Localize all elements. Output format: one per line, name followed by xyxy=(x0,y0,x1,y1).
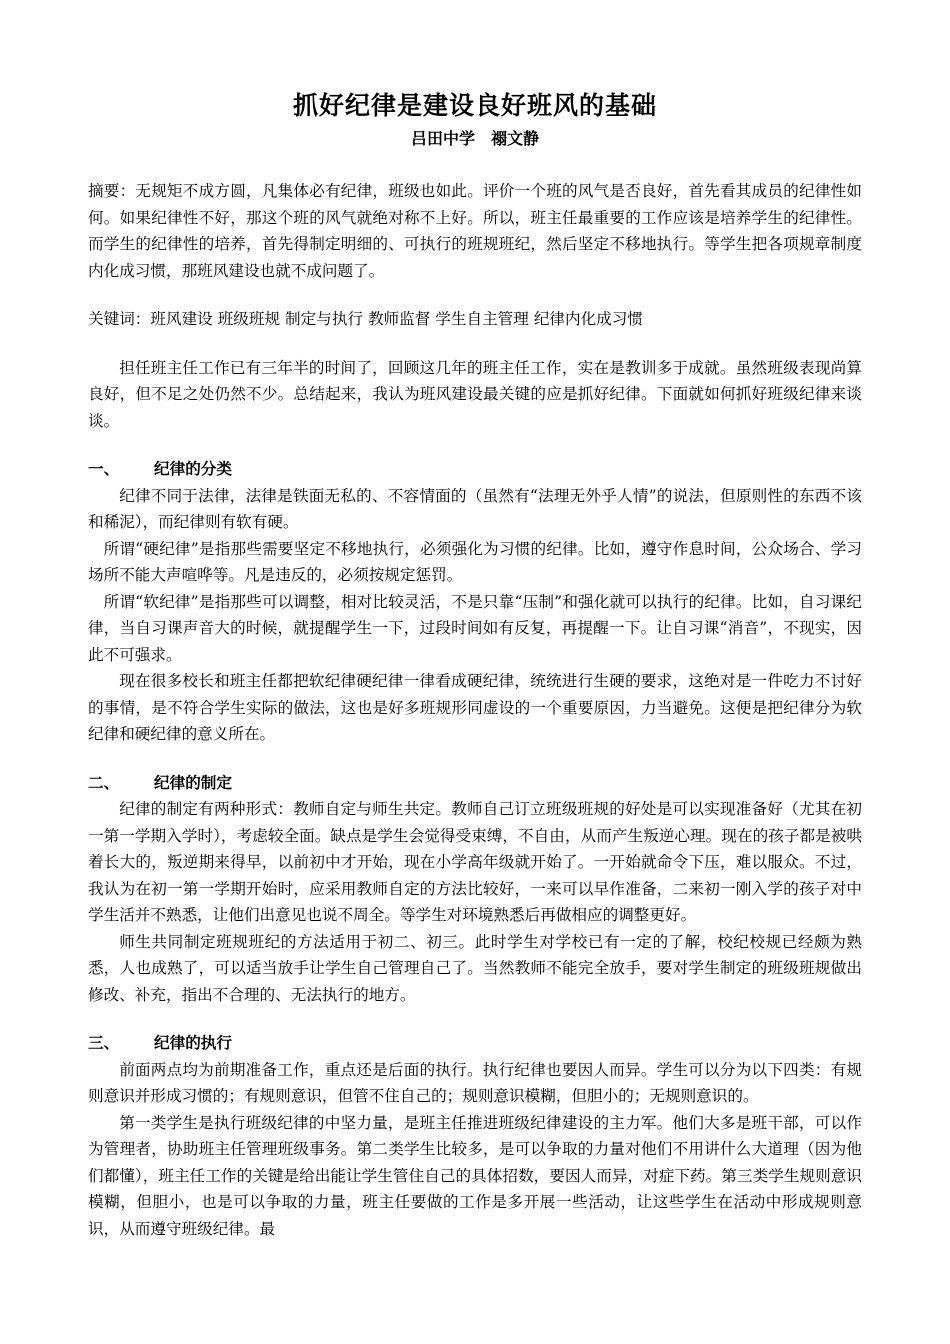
section-title: 纪律的分类 xyxy=(154,459,232,478)
section-1-paragraph: 所谓“硬纪律”是指那些需要坚定不移地执行，必须强化为习惯的纪律。比如，遵守作息时间，公众场合、学习场所不能大声喧哗等。凡是违反的，必须按规定惩罚。 xyxy=(88,539,862,584)
section-number: 二、 xyxy=(88,772,120,792)
section-heading-1 xyxy=(88,456,862,483)
section-2-paragraph: 师生共同制定班规班纪的方法适用于初二、初三。此时学生对学校已有一定的了解，校纪校规已经颇为熟悉，人也成熟了，可以适当放手让学生自己管理自己了。当然教师不能完全放手，要对学生制定的班级班规做出修改、补充，指出不合理的、无法执行的地方。 xyxy=(88,932,862,1004)
section-heading-2 xyxy=(88,770,862,797)
section-title: 纪律的制定 xyxy=(154,772,232,792)
section-heading-3 xyxy=(88,1030,862,1057)
section-1-paragraph: 所谓“软纪律”是指那些可以调整，相对比较灵活，不是只靠“压制”和强化就可以执行的纪律。比如，自习课纪律，当自习课声音大的时候，就提醒学生一下，过段时间如有反复，再提醒一下。让自习课“消音”，不现实，因此不可强求。 xyxy=(88,592,862,664)
section-number: 一、 xyxy=(88,459,120,478)
abstract-paragraph: 摘要：无规矩不成方圆，凡集体必有纪律，班级也如此。评价一个班的风气是否良好，首先看其成员的纪律性如何。如果纪律性不好，那这个班的风气就绝对称不上好。所以，班主任最重要的工作应该是培养学生的纪律性。而学生的纪律性的培养，首先得制定明细的、可执行的班规班纪，然后坚定不移地执行。等学生把各项规章制度内化成习惯，那班风建设也就不成问题了。 xyxy=(88,182,862,280)
section-number: 三、 xyxy=(88,1033,120,1052)
document-page xyxy=(88,88,862,1242)
section-title: 纪律的执行 xyxy=(154,1033,232,1052)
section-2-paragraph: 纪律的制定有两种形式：教师自定与师生共定。教师自己订立班级班规的好处是可以实现准备好（尤其在初一第一学期入学时），考虑较全面。缺点是学生会觉得受束缚，不自由，从而产生叛逆心理。现在的孩子都是被哄着长大的，叛逆期来得早，以前初中才开始，现在小学高年级就开始了。一开始就命令下压，难以服众。不过，我认为在初一第一学期开始时，应采用教师自定的方法比较好，一来可以早作准备，二来初一刚入学的孩子对中学生活并不熟悉，让他们出意见也说不周全。等学生对环境熟悉后再做相应的调整更好。 xyxy=(88,800,862,924)
section-1-paragraph: 现在很多校长和班主任都把软纪律硬纪律一律看成硬纪律，统统进行生硬的要求，这绝对是一件吃力不讨好的事情，是不符合学生实际的做法，这也是好多班规形同虚设的一个重要原因，力当避免。这便是把纪律分为软纪律和硬纪律的意义所在。 xyxy=(88,672,862,743)
section-1-paragraph: 纪律不同于法律，法律是铁面无私的、不容情面的（虽然有“法理无外乎人情”的说法，但原则性的东西不该和稀泥），而纪律则有软有硬。 xyxy=(88,486,862,531)
intro-paragraph: 担任班主任工作已有三年半的时间了，回顾这几年的班主任工作，实在是教训多于成就。虽然班级表现尚算良好，但不足之处仍然不少。总结起来，我认为班风建设最关键的应是抓好纪律。下面就如何抓好班级纪律来谈谈。 xyxy=(88,358,862,430)
document-title: 抓好纪律是建设良好班风的基础 xyxy=(292,91,657,120)
author-line: 吕田中学 禤文静 xyxy=(410,129,539,148)
keywords-line: 关键词：班风建设 班级班规 制定与执行 教师监督 学生自主管理 纪律内化成习惯 xyxy=(88,310,643,328)
section-3-paragraph: 前面两点均为前期准备工作，重点还是后面的执行。执行纪律也要因人而异。学生可以分为以下四类：有规则意识并形成习惯的；有规则意识，但管不住自己的；规则意识模糊，但胆小的；无规则意识的。 xyxy=(88,1060,862,1105)
section-3-paragraph: 第一类学生是执行班级纪律的中坚力量，是班主任推进班级纪律建设的主力军。他们大多是班干部，可以作为管理者，协助班主任管理班级事务。第二类学生比较多，是可以争取的力量对他们不用讲什么大道理（因为他们都懂），班主任工作的关键是给出能让学生管住自己的具体招数，要因人而异，对症下药。第三类学生规则意识模糊，但胆小，也是可以争取的力量，班主任要做的工作是多开展一些活动，让这些学生在活动中形成规则意识，从而遵守班级纪律。最 xyxy=(88,1113,862,1238)
